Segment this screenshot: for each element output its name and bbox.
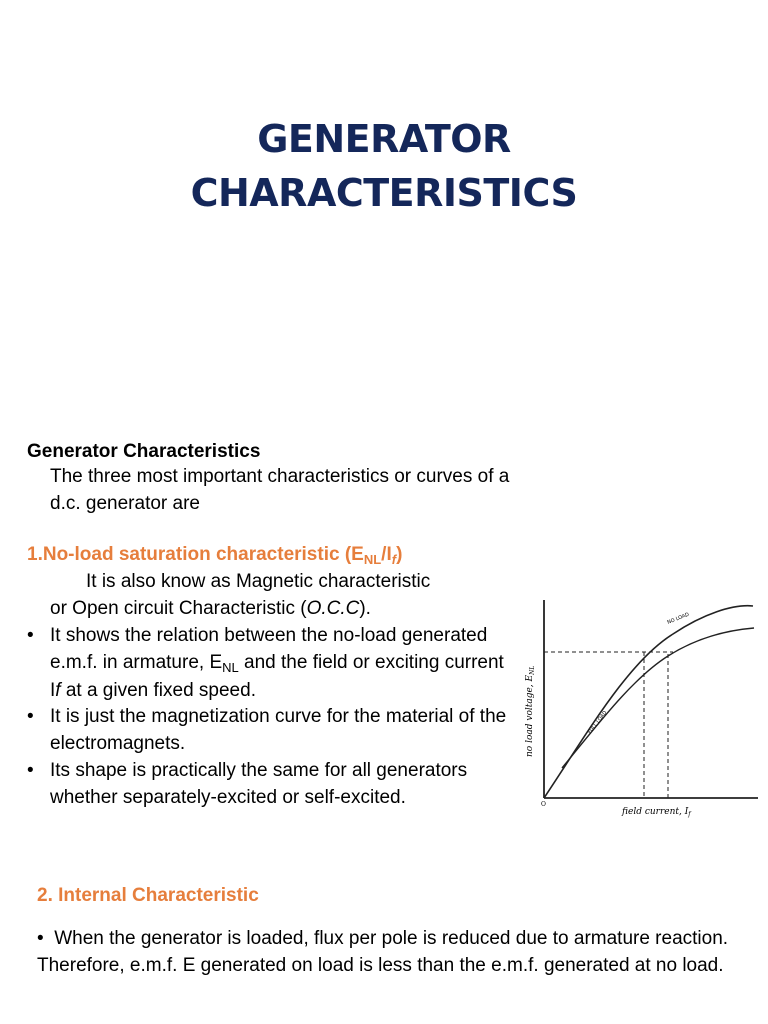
- page-title: [0, 112, 768, 220]
- item1-para-line-2: [50, 595, 371, 622]
- section-heading: Generator Characteristics: [27, 441, 261, 462]
- item1-number: 1.: [27, 544, 43, 565]
- bullet-glyph: •: [27, 625, 34, 646]
- item2-bullet-text: When the generator is loaded, flux per pole is reduced due to armature reaction. Therefore, e.m.f. E generated on load is less than the e.m.f. generated at no load.: [37, 928, 729, 976]
- bullet-text: It shows the relation between the no-load generated e.m.f. in armature, $E_{NL}$ and the field or exciting current If at a given fixed speed.: [50, 625, 504, 701]
- item1-heading: [27, 541, 402, 569]
- item1-para-italic: O.C.C: [306, 598, 360, 619]
- item1-label-a: No-load saturation characteristic (E: [42, 544, 364, 565]
- item2-text: [37, 925, 737, 979]
- item1-para-b: or Open circuit Characteristic (: [50, 598, 307, 619]
- no-load-curve-label: NO LOAD: [666, 611, 691, 626]
- item1-label-sub: NL: [363, 552, 382, 567]
- magnetization-curve-figure: [518, 592, 758, 824]
- item2-bullet-glyph: •: [37, 928, 44, 949]
- title-line-2: CHARACTERISTICS: [190, 171, 578, 215]
- bullet-text: Its shape is practically the same for all generators whether separately-excited or self-excited.: [50, 760, 468, 808]
- bullet-glyph: •: [27, 760, 34, 781]
- bullet-text: It is just the magnetization curve for the material of the electromagnets.: [50, 706, 507, 754]
- item1-para-line-1: It is also know as Magnetic characteristic: [86, 571, 431, 592]
- item1-para-end: ).: [359, 598, 371, 619]
- x-axis-label: field current, $I_f$: [622, 807, 691, 818]
- origin-label: O: [541, 801, 546, 808]
- full-load-curve-label: FULL LOAD: [586, 709, 609, 736]
- item1-label-b: /I: [381, 544, 392, 565]
- item1-label-c: ): [396, 544, 403, 565]
- full-load-curve: [562, 628, 754, 768]
- item1-label-sub2: f: [391, 552, 397, 567]
- y-axis-label: no load voltage, $E_{NL}$: [525, 665, 536, 757]
- title-line-1: GENERATOR: [257, 117, 511, 161]
- section-intro: The three most important characteristics or curves of a d.c. generator are: [50, 466, 510, 514]
- bullet-glyph: •: [27, 706, 34, 727]
- no-load-curve: [544, 606, 753, 798]
- item2-heading: 2. Internal Characteristic: [37, 885, 259, 906]
